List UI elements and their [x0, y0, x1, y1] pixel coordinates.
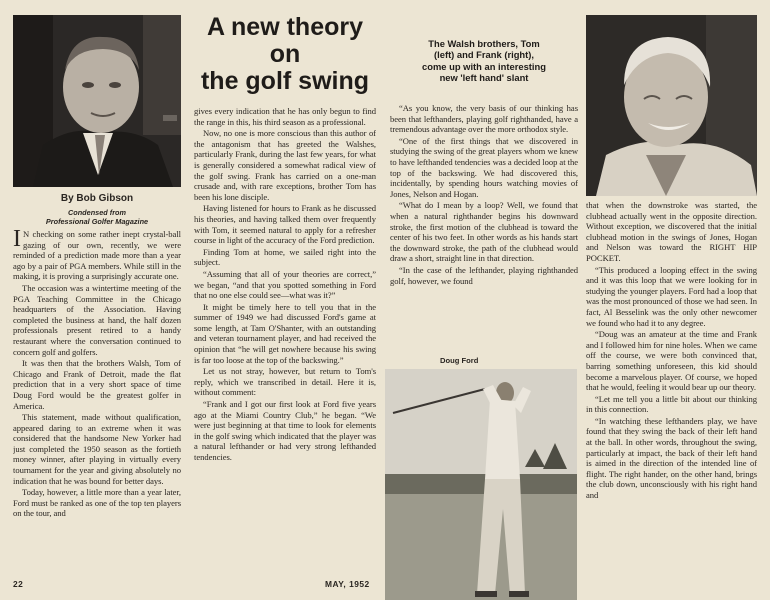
page-number: 22	[13, 579, 24, 589]
col4-paragraph-4: “Let me tell you a little bit about our thinking in this connection.	[586, 393, 757, 415]
deck-line-1: The Walsh brothers, Tom	[428, 38, 540, 49]
issue-date: MAY, 1952	[325, 579, 370, 589]
column-4	[586, 200, 757, 577]
col3-paragraph-1: “As you know, the very basis of our thinking has been that lefthanders, playing golf righthanded, have a tremendous advantage over the more orthodox style.	[390, 103, 578, 135]
col1-paragraph-3: It was then that the brothers Walsh, Tom of Chicago and Frank of Detroit, made the flat prediction that in a very short space of time Doug Ford would be the greatest golfer in America.	[13, 358, 181, 411]
col4-paragraph-2: “This produced a looping effect in the swing and it was this loop that we were looking for in studying the younger players. Ford had a loop that was the most pronounced of those we had seen. In fact, Al Besselink was the only other newcomer we found who had it to any degree.	[586, 264, 757, 328]
condensed-source	[13, 208, 181, 226]
doug-ford-caption: Doug Ford	[440, 356, 479, 365]
headline	[194, 14, 376, 95]
drop-cap: I	[13, 229, 21, 252]
column-2	[194, 106, 376, 577]
col4-paragraph-5: “In watching these lefthanders play, we have found that they swing the back of their left hand at the ball. In other words, throughout the swing, particularly at impact, the back of their left hand is aimed in the direction of the intended line of flight. The right hander, on the other hand, brings the club down, unconsciously with his right hand and	[586, 415, 757, 501]
col2-paragraph-7: Let us not stray, however, but return to Tom's reply, which we transcribed in detail. Here it is, without comment:	[194, 366, 376, 398]
col1-paragraph-4: This statement, made without qualification, appeared daring to an extreme when it was considered that the handsome New Yorker had just completed the 1950 season as the fortieth money winner, after playing in virtually every tournament for the year and giving absolutely no indication that he was bound for better days.	[13, 412, 181, 486]
deck-line-4: new 'left hand' slant	[439, 72, 529, 84]
deck-subtitle	[390, 38, 578, 84]
col1-paragraph-1	[13, 229, 181, 282]
col4-paragraph-1: that when the downstroke was started, the clubhead actually went in the opposite direction. Without exception, we discovered that the initial clubhead motion in the swings of Jones, Hogan and Nelson was toward the RIGHT HIP POCKET.	[586, 200, 757, 263]
col2-paragraph-3: Having listened for hours to Frank as he discussed his theories, and having talked them over frequently with Tom, it seemed natural to apply for a refresher course in light of the accuracy of the Ford prediction.	[194, 203, 376, 246]
column-1	[13, 229, 181, 577]
headline-line-3: the golf swing	[200, 67, 370, 95]
condensed-line-1: Condensed from	[68, 208, 126, 217]
col3-paragraph-3: “What do I mean by a loop? Well, we found that when a natural righthander begins his downward stroke, the first motion of the clubhead is toward the center of his two feet. In other words as his hands start the downward stroke, the path of the clubhead would draw a short, straight line in that direction.	[390, 200, 578, 264]
col4-paragraph-3: “Doug was an amateur at the time and Frank and I followed him for nine holes. When we came off the course, we were both convinced that, barring something unforeseen, this kid should become a marvelous player. Of course, we hoped that he would, feeling it would bear up our theory.	[586, 329, 757, 393]
frank-walsh-photo	[586, 15, 757, 196]
byline: By Bob Gibson	[60, 193, 134, 204]
col1-paragraph-2: The occasion was a wintertime meeting of the PGA Teaching Committee in the Chicago headquarters of the Association. Having completed the business at hand, the half dozen professionals present retired to a handy restaurant where the conversation continued to concern golf and golfers.	[13, 282, 181, 357]
condensed-line-2: Professional Golfer Magazine	[45, 217, 149, 226]
col1-p1-text: N checking on some rather inept crystal-ball gazing of our own, recently, we were reminded of a prediction made more than a year ago by a pair of PGA members. While still in the making, it is proving a surprisingly accurate one.	[13, 229, 181, 282]
col2-paragraph-8: “Frank and I got our first look at Ford five years ago at the Miami Country Club,” he began. “We were just beginning at that time to look for elements in the golf swing which indicated that the player was a natural lefthander or had very strong lefthanded tendencies.	[194, 399, 376, 462]
col3-paragraph-4: “In the case of the lefthander, playing righthanded golf, however, we found	[390, 264, 578, 286]
col3-paragraph-2: “One of the first things that we discovered in studying the swing of the great players whom we knew to have lefthanded tendencies was a decided loop at the top of the backswing. We had discovered this, incidentally, by spending hours watching movies of Jones, Nelson and Hogan.	[390, 135, 578, 199]
col1-paragraph-5: Today, however, a little more than a year later, Ford must be ranked as one of the top ten players on the tour, and	[13, 487, 181, 519]
tom-walsh-photo	[13, 15, 181, 187]
deck-line-2: (left) and Frank (right),	[434, 49, 534, 61]
col2-paragraph-1: gives every indication that he has only begun to find the range in this, his third season as a professional.	[194, 106, 376, 127]
col2-paragraph-2: Now, no one is more conscious than this author of the antagonism that has greeted the Walshes, particularly Frank, during the last few years, for what is generally considered a somewhat radical view of the golf swing. Frank has carried on a one-man crusade and, with rare exceptions, brother Tom has been his lone disciple.	[194, 128, 376, 202]
col2-paragraph-5: “Assuming that all of your theories are correct,” we began, “and that you spotted something in Ford that no one else could see—what was it?”	[194, 268, 376, 301]
col2-paragraph-4: Finding Tom at home, we sailed right into the subject.	[194, 246, 376, 268]
headline-line-1: A new theory	[206, 13, 364, 41]
doug-ford-photo	[385, 369, 577, 600]
deck-line-3: come up with an interesting	[422, 60, 546, 72]
headline-line-2: on	[269, 40, 301, 68]
col2-paragraph-6: It might be timely here to tell you that in the summer of 1949 we had discussed Ford's game at some length, at Tam O'Shanter, with an outstanding and veteran tournament player, and had received the opinion that “he will get nowhere because his swing is far too loose at the top of the backswing.”	[194, 301, 376, 365]
column-3	[390, 103, 578, 355]
